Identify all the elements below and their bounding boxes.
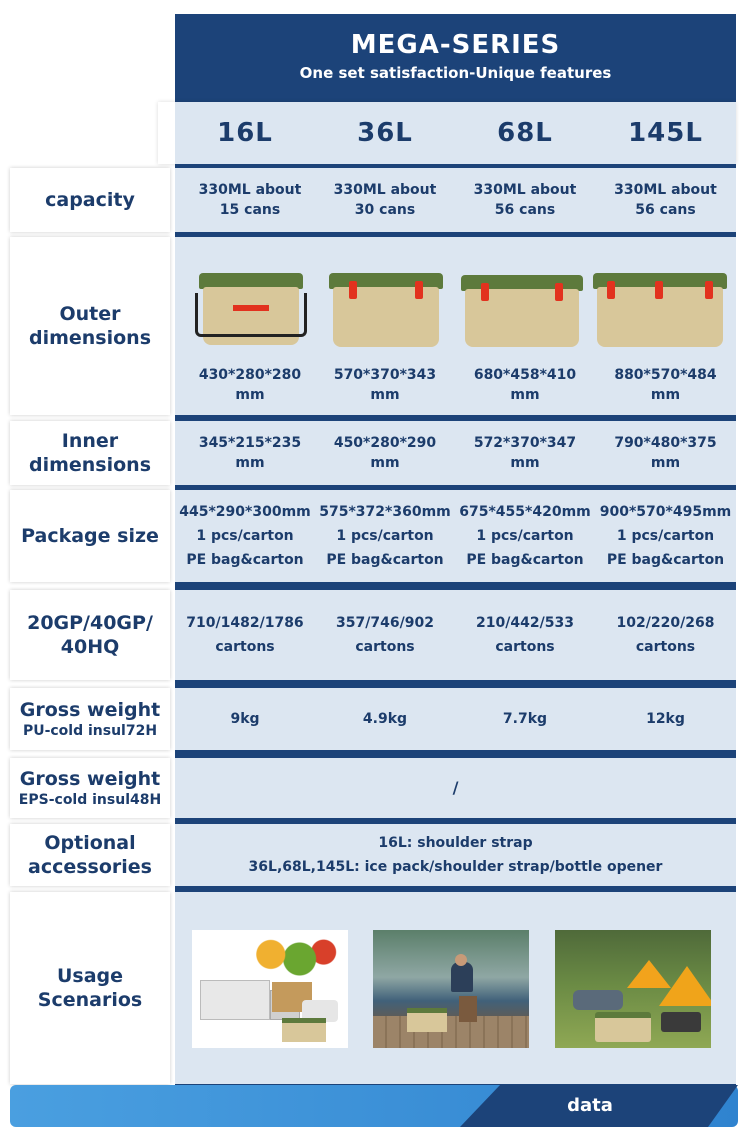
- gross-pu-145l: 12kg: [646, 711, 685, 727]
- row-outer-dimensions: [10, 237, 736, 415]
- row-label: Gross weight PU-cold insul72H: [10, 688, 170, 750]
- row-gross-weight-eps: [10, 758, 736, 818]
- row-package-size: [10, 490, 736, 582]
- inner-36l: 450*280*290 mm: [333, 435, 437, 471]
- size-36l: 36L: [357, 118, 413, 148]
- row-label: Outer dimensions: [10, 237, 170, 415]
- row-label: Inner dimensions: [10, 421, 170, 485]
- usage-photo-delivery: [192, 930, 348, 1048]
- row-capacity: [10, 168, 736, 232]
- outer-145l: 880*570*484 mm: [614, 367, 717, 403]
- row-container-load: [10, 590, 736, 680]
- row-label: Optional accessories: [10, 824, 170, 886]
- capacity-145l: 330ML about 56 cans: [614, 182, 717, 218]
- capacity-68l: 330ML about 56 cans: [473, 182, 577, 218]
- usage-photo-camping: [555, 930, 711, 1048]
- outer-16l: 430*280*280 mm: [198, 367, 302, 403]
- row-inner-dimensions: [10, 421, 736, 485]
- capacity-36l: 330ML about 30 cans: [333, 182, 437, 218]
- inner-16l: 345*215*235 mm: [198, 435, 302, 471]
- header-banner: [175, 14, 736, 102]
- outer-68l: 680*458*410 mm: [473, 367, 577, 403]
- gross-pu-68l: 7.7kg: [502, 711, 548, 727]
- package-145l: 900*570*495mm 1 pcs/carton PE bag&carton: [599, 504, 732, 568]
- cooler-145l-image: [593, 273, 727, 347]
- usage-photo-fishing: [373, 930, 529, 1048]
- outer-36l: 570*370*343 mm: [333, 367, 437, 403]
- page-title: MEGA-SERIES: [350, 30, 561, 60]
- gross-eps-value: /: [452, 778, 459, 797]
- cooler-16l-image: [199, 273, 303, 345]
- gross-pu-36l: 4.9kg: [362, 711, 408, 727]
- footer-label: data: [567, 1095, 613, 1116]
- inner-145l: 790*480*375 mm: [614, 435, 717, 471]
- row-label: Usage Scenarios: [10, 892, 170, 1084]
- gross-pu-16l: 9kg: [230, 711, 260, 727]
- row-usage-scenarios: [10, 892, 736, 1084]
- package-68l: 675*455*420mm 1 pcs/carton PE bag&carton: [459, 504, 591, 568]
- row-label: Gross weight EPS-cold insul48H: [10, 758, 170, 818]
- row-optional-accessories: [10, 824, 736, 886]
- container-16l: 710/1482/1786 cartons: [186, 615, 304, 655]
- row-label: 20GP/40GP/ 40HQ: [10, 590, 170, 680]
- row-label: capacity: [10, 168, 170, 232]
- cooler-36l-image: [329, 273, 443, 347]
- page-subtitle: One set satisfaction-Unique features: [299, 64, 612, 82]
- size-68l: 68L: [497, 118, 553, 148]
- capacity-16l: 330ML about 15 cans: [198, 182, 302, 218]
- container-145l: 102/220/268 cartons: [616, 615, 715, 655]
- container-68l: 210/442/533 cartons: [476, 615, 574, 655]
- package-36l: 575*372*360mm 1 pcs/carton PE bag&carton: [319, 504, 451, 568]
- size-header-row: [158, 102, 736, 164]
- inner-68l: 572*370*347 mm: [473, 435, 577, 471]
- accessories-text: 16L: shoulder strap 36L,68L,145L: ice pack/shoulder strap/bottle opener: [248, 835, 663, 875]
- cooler-68l-image: [461, 275, 583, 347]
- row-label: Package size: [10, 490, 170, 582]
- size-16l: 16L: [217, 118, 273, 148]
- package-16l: 445*290*300mm 1 pcs/carton PE bag&carton: [179, 504, 311, 568]
- container-36l: 357/746/902 cartons: [336, 615, 434, 655]
- size-145l: 145L: [628, 118, 703, 148]
- row-gross-weight-pu: [10, 688, 736, 750]
